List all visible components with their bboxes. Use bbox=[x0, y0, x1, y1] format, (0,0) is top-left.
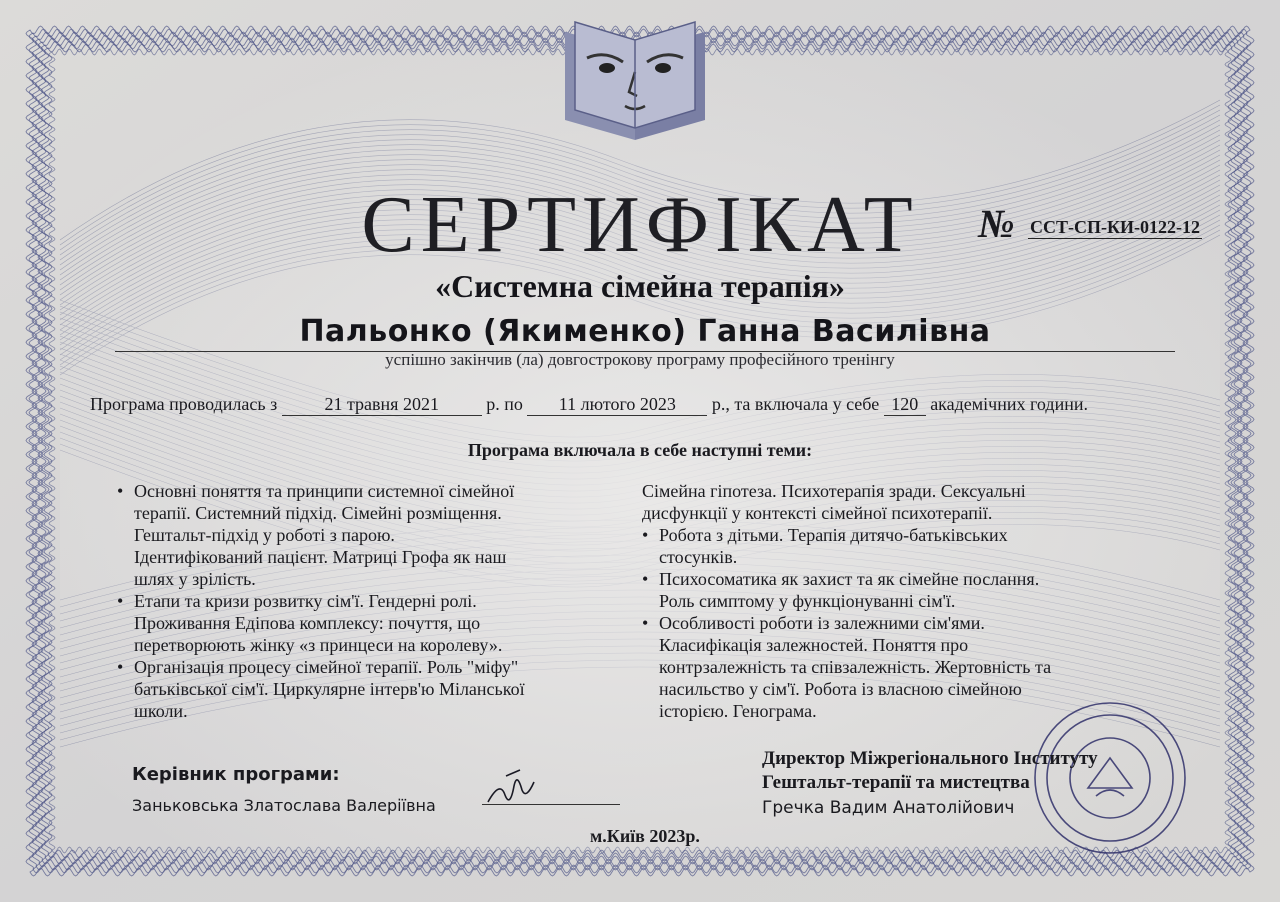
end-date: 11 лютого 2023 bbox=[527, 394, 707, 416]
program-mid: р. по bbox=[486, 394, 523, 414]
program-dates-line bbox=[90, 394, 1088, 416]
topics-left-column bbox=[117, 480, 637, 722]
bullet-icon: • bbox=[117, 657, 124, 677]
bullet-icon: • bbox=[642, 525, 649, 545]
topic-line: Гештальт-підхід у роботі з парою. bbox=[134, 525, 395, 545]
topic-line: Організація процесу сімейної терапії. Роль "міфу" bbox=[134, 657, 519, 677]
topic-line: терапії. Системний підхід. Сімейні розміщення. bbox=[134, 503, 502, 523]
bullet-icon: • bbox=[117, 591, 124, 611]
topic-item bbox=[642, 612, 1162, 722]
bullet-icon: • bbox=[117, 481, 124, 501]
topic-line: історією. Генограма. bbox=[659, 701, 817, 721]
program-suffix: академічних години. bbox=[930, 394, 1088, 414]
program-head-label: Керівник програми: bbox=[132, 764, 340, 785]
topic-line: перетворюють жінку «з принцеси на королеву». bbox=[134, 635, 503, 655]
topic-line: Класифікація залежностей. Поняття про bbox=[659, 635, 969, 655]
program-prefix: Програма проводилась з bbox=[90, 394, 278, 414]
director-title-line-1: Директор Міжрегіонального Інституту bbox=[762, 748, 1098, 769]
topic-line: шлях у зрілість. bbox=[134, 569, 256, 589]
topic-line: Основні поняття та принципи системної сімейної bbox=[134, 481, 515, 501]
signature-line bbox=[482, 804, 620, 805]
bullet-icon: • bbox=[642, 569, 649, 589]
book-logo-icon bbox=[565, 22, 705, 140]
topic-item bbox=[642, 524, 1162, 568]
recipient-name: Пальонко (Якименко) Ганна Василівна bbox=[115, 314, 1175, 352]
program-title: «Системна сімейна терапія» bbox=[435, 268, 845, 304]
topic-line: школи. bbox=[134, 701, 188, 721]
topics-header: Програма включала в себе наступні теми: bbox=[467, 440, 813, 460]
city-year: м.Київ 2023р. bbox=[590, 826, 700, 846]
topic-line: стосунків. bbox=[659, 547, 738, 567]
topic-line: Особливості роботи із залежними сім'ями. bbox=[659, 613, 985, 633]
topics-right-column bbox=[642, 480, 1162, 722]
director-title-line-2: Гештальт-терапії та мистецтва bbox=[762, 772, 1030, 793]
topic-line: Сімейна гіпотеза. Психотерапія зради. Сексуальні bbox=[642, 481, 1026, 501]
number-sign: № bbox=[978, 201, 1015, 246]
program-mid2: р., та включала у себе bbox=[711, 394, 880, 414]
topic-line: Роль симптому у функціонуванні сім'ї. bbox=[659, 591, 956, 611]
topic-line: Психосоматика як захист та як сімейне послання. bbox=[659, 569, 1040, 589]
topic-line: насильство у сім'ї. Робота із власною сімейною bbox=[659, 679, 1022, 699]
program-head-name: Заньковська Златослава Валеріївна bbox=[132, 796, 436, 815]
topic-line: Робота з дітьми. Терапія дитячо-батьківських bbox=[659, 525, 1008, 545]
topic-item bbox=[117, 656, 637, 722]
topic-line: контрзалежність та співзалежність. Жертовність та bbox=[659, 657, 1052, 677]
topic-line: дисфункції у контексті сімейної психотерапії. bbox=[642, 503, 993, 523]
certificate-number: ССТ-СП-КИ-0122-12 bbox=[1030, 217, 1201, 237]
hours-count: 120 bbox=[884, 394, 926, 416]
topic-item bbox=[117, 590, 637, 656]
director-title bbox=[762, 747, 1098, 795]
topic-item bbox=[642, 568, 1162, 612]
director-name: Гречка Вадим Анатолійович bbox=[762, 798, 1015, 818]
topic-line: батьківської сім'ї. Циркулярне інтерв'ю Міланської bbox=[134, 679, 525, 699]
topic-item bbox=[117, 480, 637, 590]
topic-line: Етапи та кризи розвитку сім'ї. Гендерні ролі. bbox=[134, 591, 477, 611]
topic-line: Ідентифікований пацієнт. Матриці Грофа як наш bbox=[134, 547, 507, 567]
certificate-title: СЕРТИФІКАТ bbox=[361, 181, 919, 269]
start-date: 21 травня 2021 bbox=[282, 394, 482, 416]
topic-item-continued bbox=[642, 480, 1162, 524]
completion-text: успішно закінчив (ла) довгострокову програму професійного тренінгу bbox=[385, 350, 895, 369]
topic-line: Проживання Едіпова комплексу: почуття, що bbox=[134, 613, 481, 633]
bullet-icon: • bbox=[642, 613, 649, 633]
